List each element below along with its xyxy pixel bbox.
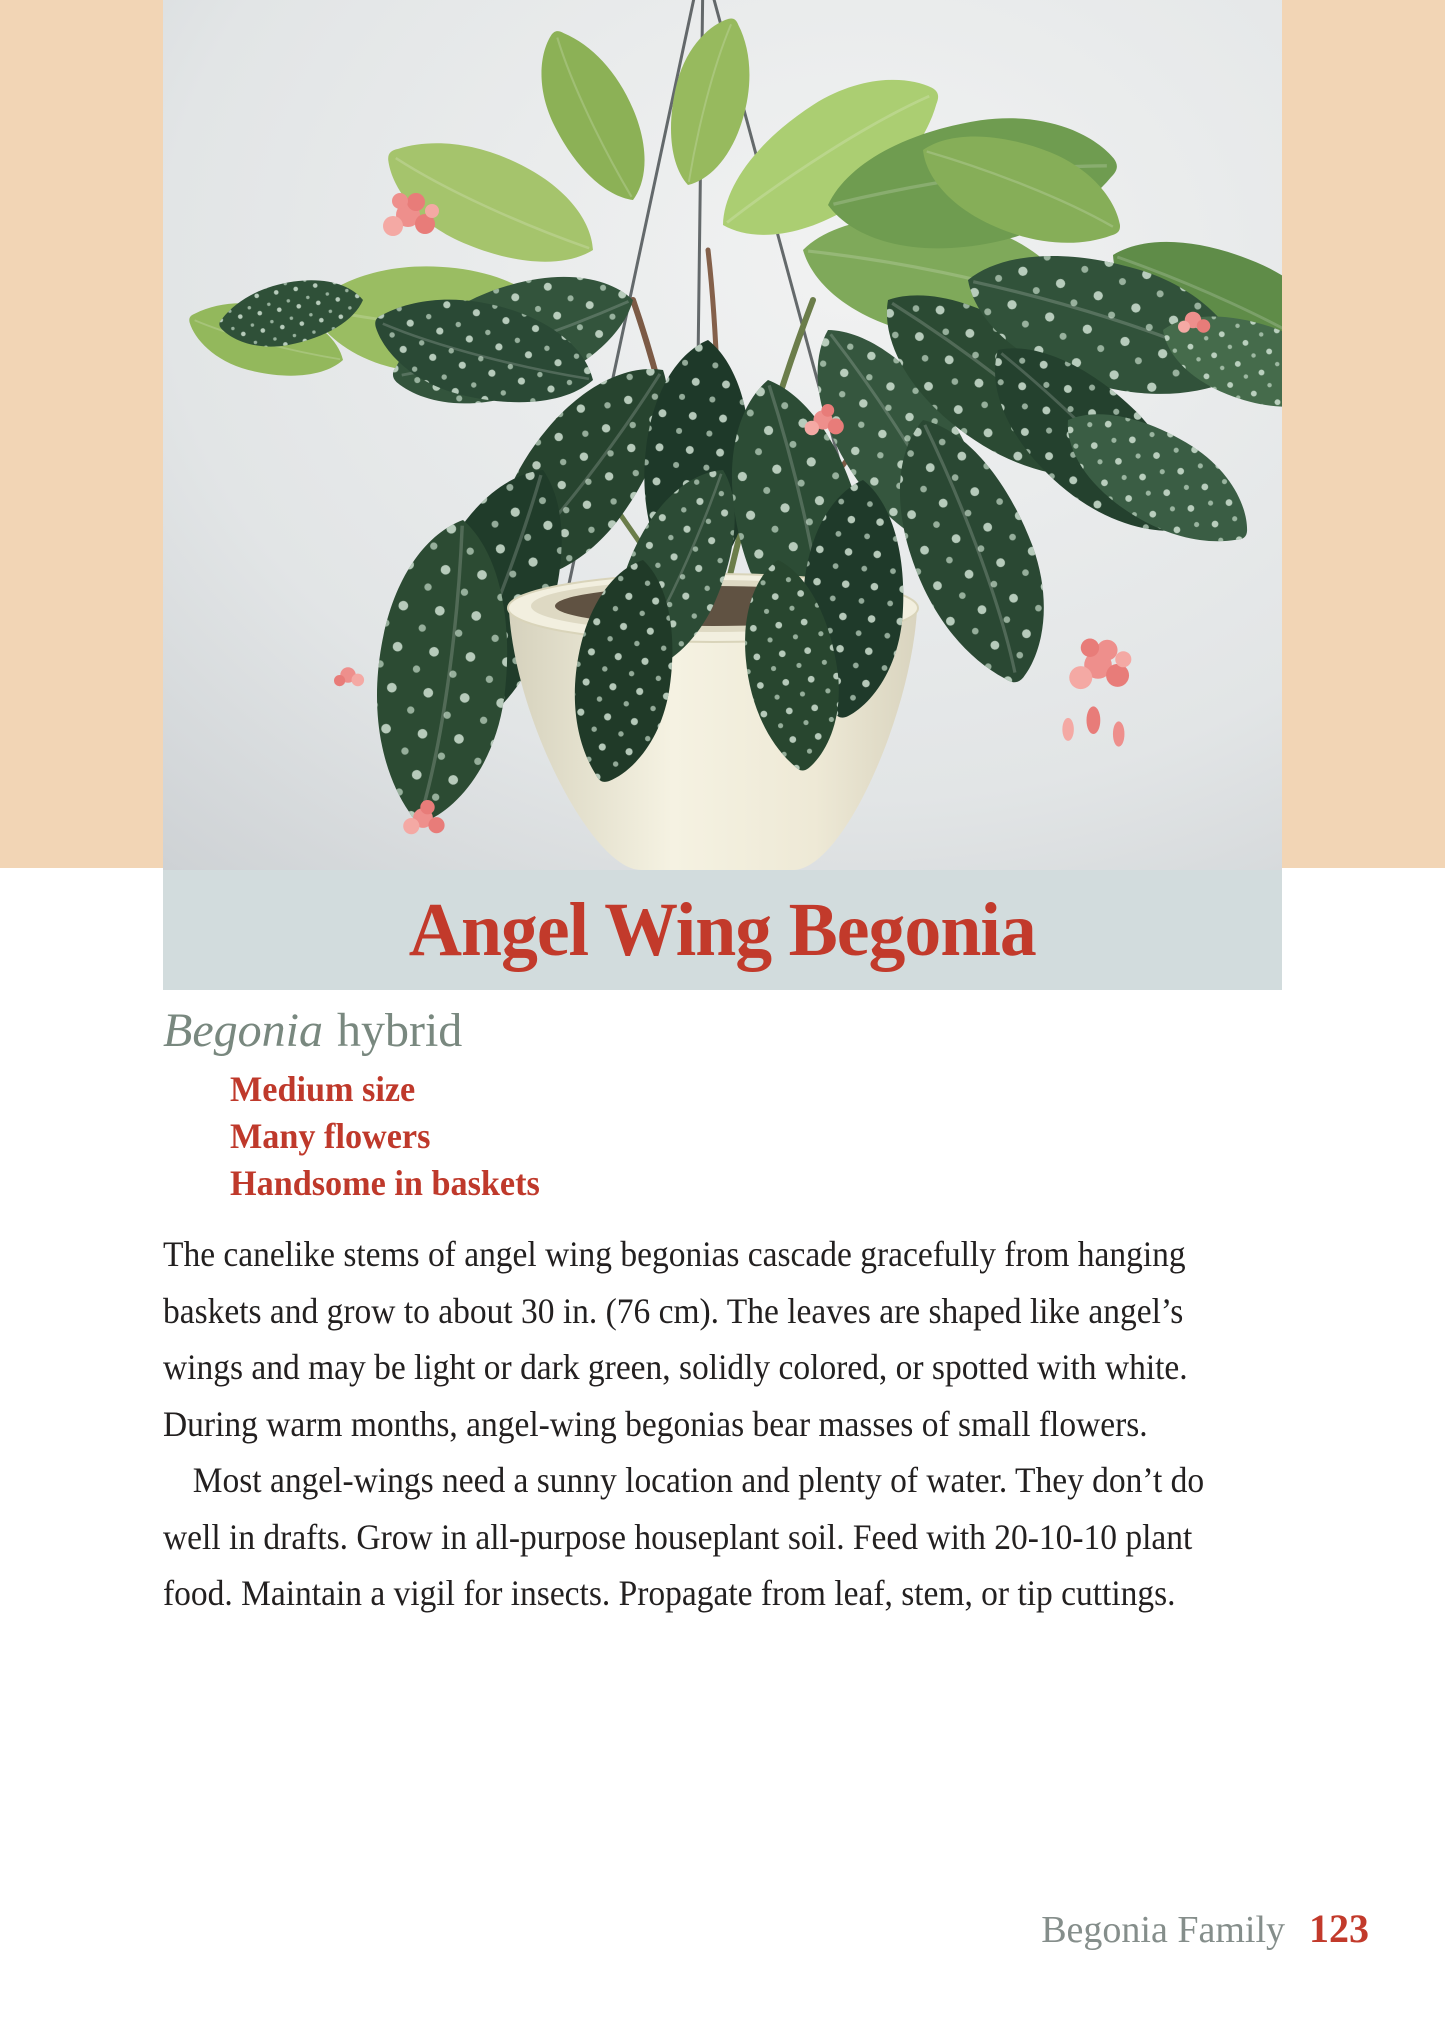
footer-page-number: 123 xyxy=(1309,1906,1369,1951)
right-margin-band xyxy=(1282,0,1445,868)
feature-list xyxy=(230,1066,556,1207)
species-genus: Begonia xyxy=(163,1004,323,1057)
title-banner xyxy=(163,870,1282,990)
page-title: Angel Wing Begonia xyxy=(408,887,1037,972)
body-line: The canelike stems of angel wing begonias cascade gracefully from hanging xyxy=(163,1234,1186,1274)
feature-item: Many flowers xyxy=(230,1116,431,1156)
species-name xyxy=(163,1003,462,1058)
left-margin-band xyxy=(0,0,163,868)
body-line: food. Maintain a vigil for insects. Propagate from leaf, stem, or tip cuttings. xyxy=(163,1573,1176,1613)
footer-family-label: Begonia Family xyxy=(1041,1909,1285,1951)
body-line: wings and may be light or dark green, solidly colored, or spotted with white. xyxy=(163,1347,1188,1387)
body-text xyxy=(163,1226,1282,1622)
body-line: Most angel-wings need a sunny location and plenty of water. They don’t do xyxy=(192,1460,1205,1500)
page-footer xyxy=(1041,1905,1369,1952)
species-descriptor: hybrid xyxy=(336,1004,463,1057)
body-line: well in drafts. Grow in all-purpose houseplant soil. Feed with 20-10-10 plant xyxy=(163,1516,1193,1557)
feature-item: Handsome in baskets xyxy=(230,1163,540,1203)
feature-item: Medium size xyxy=(230,1069,416,1109)
plant-photo xyxy=(163,0,1282,870)
begonia-illustration xyxy=(163,0,1282,870)
body-line: During warm months, angel-wing begonias bear masses of small flowers. xyxy=(163,1403,1148,1444)
body-line: baskets and grow to about 30 in. (76 cm). The leaves are shaped like angel’s xyxy=(163,1290,1184,1331)
